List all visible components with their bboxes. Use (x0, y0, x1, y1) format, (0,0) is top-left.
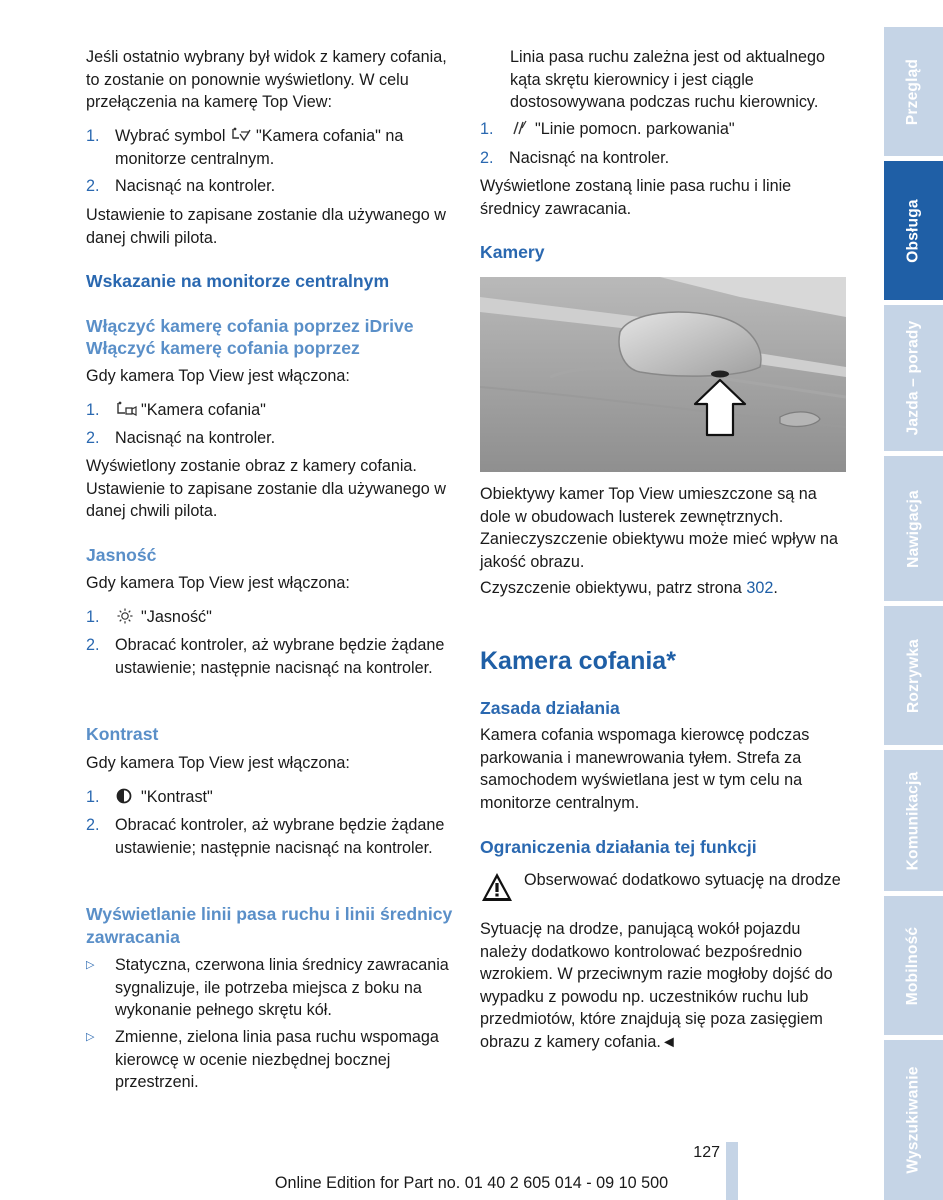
camera-view-icon (230, 126, 252, 144)
triangle-bullet-icon: ▷ (86, 959, 95, 971)
contrast-icon (115, 787, 137, 805)
heading-lines: Wyświetlanie linii pasa ruchu i linii średnicy zawracania (86, 904, 453, 947)
parking-lines-icon (509, 119, 531, 137)
heading-contrast: Kontrast (86, 724, 159, 744)
triangle-bullet-icon: ▷ (86, 1031, 95, 1043)
list-item: 1. Wybrać symbol "Kamera cofania" na monitorze centralnym. (86, 127, 404, 168)
brightness-icon (115, 607, 137, 625)
list-item: 1. "Linie pomocn. parkowania" (480, 120, 735, 138)
heading-principle: Zasada działania (480, 698, 620, 718)
heading-brightness: Jasność (86, 545, 157, 565)
lines-shown-paragraph: Wyświetlone zostaną linie pasa ruchu i linie średnicy zawracania. (480, 177, 792, 218)
photo-caption: Obiektywy kamer Top View umieszczone są na dole w obudowach lusterek zewnętrznych. Zanieczyszczenie obiektywu może mieć wpływ na jakość obrazu. (480, 485, 839, 571)
tab-mobility[interactable]: Mobilność (884, 896, 943, 1035)
tab-navigation[interactable]: Nawigacja (884, 456, 943, 601)
tab-communication[interactable]: Komunikacja (884, 750, 943, 891)
list-item: 2. Obracać kontroler, aż wybrane będzie żądane ustawienie; następnie nacisnąć na kontroler. (86, 816, 445, 857)
list-item-prefix: Wybrać symbol (115, 127, 226, 145)
topview-on-text: Gdy kamera Top View jest włączona: (86, 367, 350, 385)
cleaning-reference: Czyszczenie obiektywu, patrz strona 302. (480, 579, 778, 597)
lines-continued-paragraph: Linia pasa ruchu zależna jest od aktualnego kąta skrętu kierownicy i jest ciągle dostosowywana podczas ruchu kierownicy. (510, 48, 825, 112)
heading-monitor: Wskazanie na monitorze centralnym (86, 271, 390, 291)
list-item: ▷ Statyczna, czerwona linia średnicy zawracania sygnalizuje, ile potrzeba miejsca z boku na wykonanie pełnego skrętu kół. (86, 954, 454, 1022)
list-item: ▷ Zmienne, zielona linia pasa ruchu wspomaga kierowcę w ocenie niezbędnej bocznej przestrzeni. (86, 1026, 454, 1094)
topview-on-text: Gdy kamera Top View jest włączona: (86, 754, 350, 772)
tab-driving-tips[interactable]: Jazda – porady (884, 305, 943, 451)
page-link[interactable]: 302 (746, 579, 774, 597)
list-item: 1. "Jasność" (86, 608, 212, 626)
saved-paragraph: Ustawienie to zapisane zostanie dla używanego w danej chwili pilota. (86, 206, 446, 247)
mirror-camera-photo (480, 277, 846, 472)
list-item: 2. Obracać kontroler, aż wybrane będzie żądane ustawienie; następnie nacisnąć na kontroler. (86, 636, 445, 677)
topview-on-text: Gdy kamera Top View jest włączona: (86, 574, 350, 592)
list-item: 1. "Kontrast" (86, 788, 213, 806)
chapter-tabs (884, 27, 943, 1200)
list-item: 2. Nacisnąć na kontroler. (86, 177, 276, 195)
intro-paragraph: Jeśli ostatnio wybrany był widok z kamery cofania, to zostanie on ponownie wyświetlony. W celu przełączenia na kamerę Top View: (86, 48, 447, 112)
heading-idrive-2: Włączyć kamerę cofania poprzez (86, 338, 360, 358)
footer-edition: Online Edition for Part no. 01 40 2 605 014 - 09 10 500 (274, 1174, 669, 1192)
heading-limits: Ograniczenia działania tej funkcji (480, 837, 757, 857)
heading-cameras: Kamery (480, 242, 545, 262)
rear-camera-icon (115, 400, 137, 418)
page-number: 127 (693, 1144, 720, 1161)
tab-overview[interactable]: Przegląd (884, 27, 943, 156)
tab-operation[interactable]: Obsługa (884, 161, 943, 300)
heading-idrive: Włączyć kamerę cofania poprzez iDrive (86, 316, 414, 336)
principle-paragraph: Kamera cofania wspomaga kierowcę podczas parkowania i manewrowania tyłem. Strefa za samochodem wyświetlana jest w tym celu na monitorze centralnym. (480, 726, 810, 812)
warning-body: Sytuację na drodze, panującą wokół pojazdu należy dodatkowo kontrolować bezpośrednio wzrokiem. W przeciwnym razie mogłoby dojść do wypadku z powodu np. uczestników ruchu lub przedmiotów, które znajdują się poza zasięgiem obrazu z kamery cofania.◄ (480, 920, 833, 1051)
warning-triangle-icon (480, 870, 514, 904)
list-item: 2. Nacisnąć na kontroler. (480, 149, 670, 167)
list-item: 1. "Kamera cofania" (86, 401, 266, 419)
list-item: 2. Nacisnąć na kontroler. (86, 429, 276, 447)
warning-text: Obserwować dodatkowo sytuację na drodze (524, 871, 841, 889)
displayed-paragraph: Wyświetlony zostanie obraz z kamery cofania. Ustawienie to zapisane zostanie dla używanego w danej chwili pilota. (86, 457, 446, 521)
heading-rear-camera: Kamera cofania* (480, 647, 676, 675)
tab-entertainment[interactable]: Rozrywka (884, 606, 943, 745)
tab-search[interactable]: Wyszukiwanie (884, 1040, 943, 1200)
